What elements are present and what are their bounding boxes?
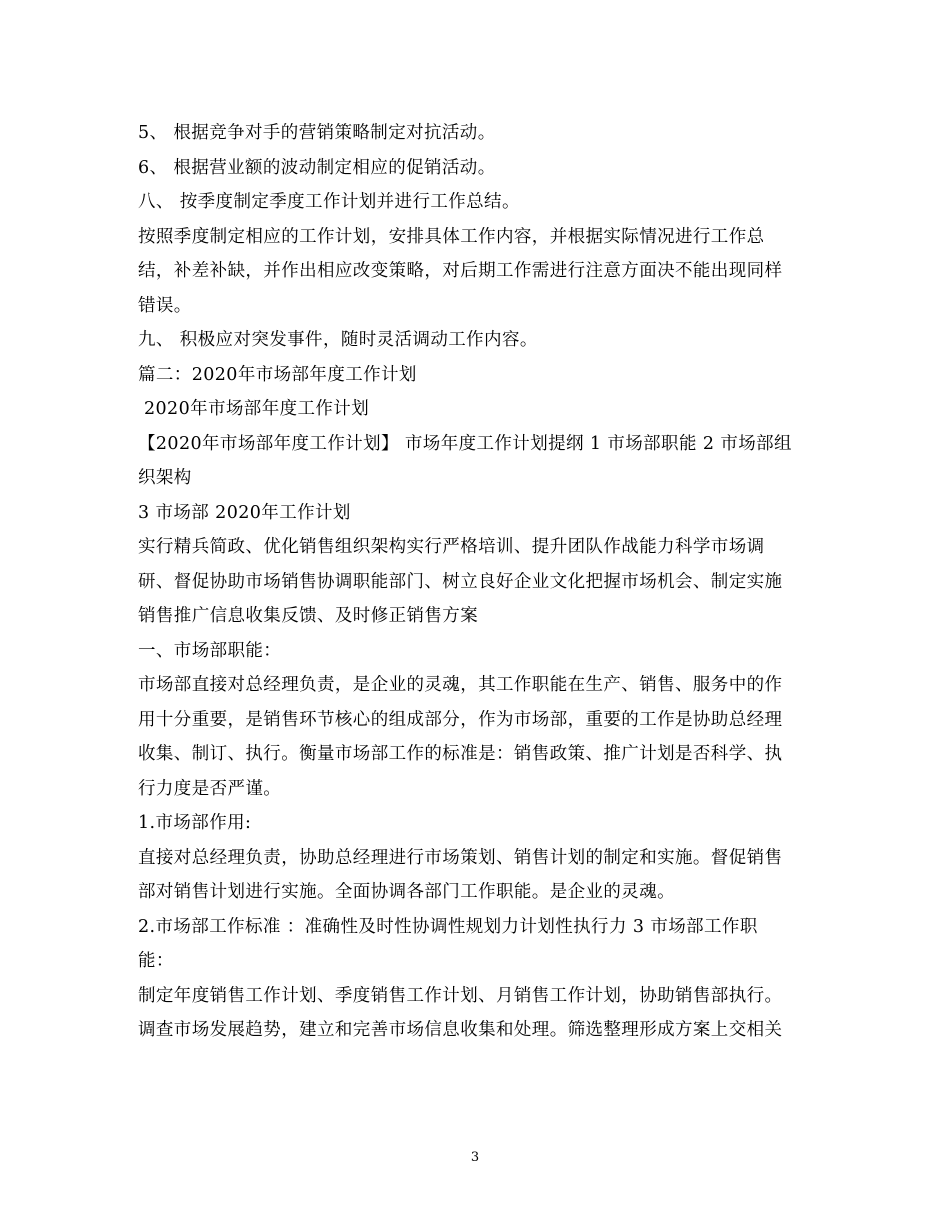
- text-line: 部对销售计划进行实施。全面协调各部门工作职能。是企业的灵魂。: [138, 882, 675, 902]
- text-line: 按照季度制定相应的工作计划，安排具体工作内容，并根据实际情况进行工作总: [138, 226, 765, 247]
- text-line: 2.市场部工作标准 ：准确性及时性协调性规划力计划性执行力 3 市场部工作职: [138, 916, 758, 937]
- text-line: 错误。: [138, 295, 192, 316]
- text-line: 3 市场部 2020年工作计划: [138, 502, 351, 523]
- text-line: 行力度是否严谨。: [138, 778, 282, 799]
- section-heading: 一、市场部职能：: [138, 640, 282, 661]
- text-line: 调查市场发展趋势，建立和完善市场信息收集和处理。筛选整理形成方案上交相关: [138, 1020, 783, 1040]
- text-line: 【2020年市场部年度工作计划】 市场年度工作计划提纲 1 市场部职能 2 市场部组: [138, 433, 792, 454]
- text-line: 织架构: [138, 468, 192, 488]
- text-line: 九、 积极应对突发事件，随时灵活调动工作内容。: [138, 330, 538, 350]
- page-number: 3: [470, 1150, 480, 1165]
- text-line: 实行精兵简政、优化销售组织架构实行严格培训、提升团队作战能力科学市场调: [138, 537, 765, 557]
- text-line: 销售推广信息收集反馈、及时修正销售方案: [138, 606, 479, 626]
- text-line: 6、 根据营业额的波动制定相应的促销活动。: [138, 157, 496, 178]
- text-line: 八、 按季度制定季度工作计划并进行工作总结。: [138, 192, 520, 212]
- text-line: 直接对总经理负责，协助总经理进行市场策划、销售计划的制定和实施。督促销售: [138, 847, 783, 868]
- document-body: [138, 116, 818, 1048]
- text-line: 结，补差补缺，并作出相应改变策略，对后期工作需进行注意方面决不能出现同样: [138, 261, 783, 281]
- text-line: 制定年度销售工作计划、季度销售工作计划、月销售工作计划，协助销售部执行。: [138, 985, 783, 1006]
- text-line: 研、督促协助市场销售协调职能部门、树立良好企业文化把握市场机会、制定实施: [138, 571, 783, 592]
- text-line: 能：: [138, 951, 174, 971]
- subsection-heading: 1.市场部作用:: [138, 813, 252, 833]
- document-title: 2020年市场部年度工作计划: [138, 399, 370, 419]
- text-line: 收集、制订、执行。衡量市场部工作的标准是：销售政策、推广计划是否科学、执: [138, 744, 783, 764]
- section-heading: 篇二：2020年市场部年度工作计划: [138, 364, 417, 385]
- text-line: 市场部直接对总经理负责，是企业的灵魂，其工作职能在生产、销售、服务中的作: [138, 675, 783, 695]
- text-line: 用十分重要，是销售环节核心的组成部分，作为市场部，重要的工作是协助总经理: [138, 709, 783, 730]
- text-line: 5、 根据竞争对手的营销策略制定对抗活动。: [138, 123, 496, 143]
